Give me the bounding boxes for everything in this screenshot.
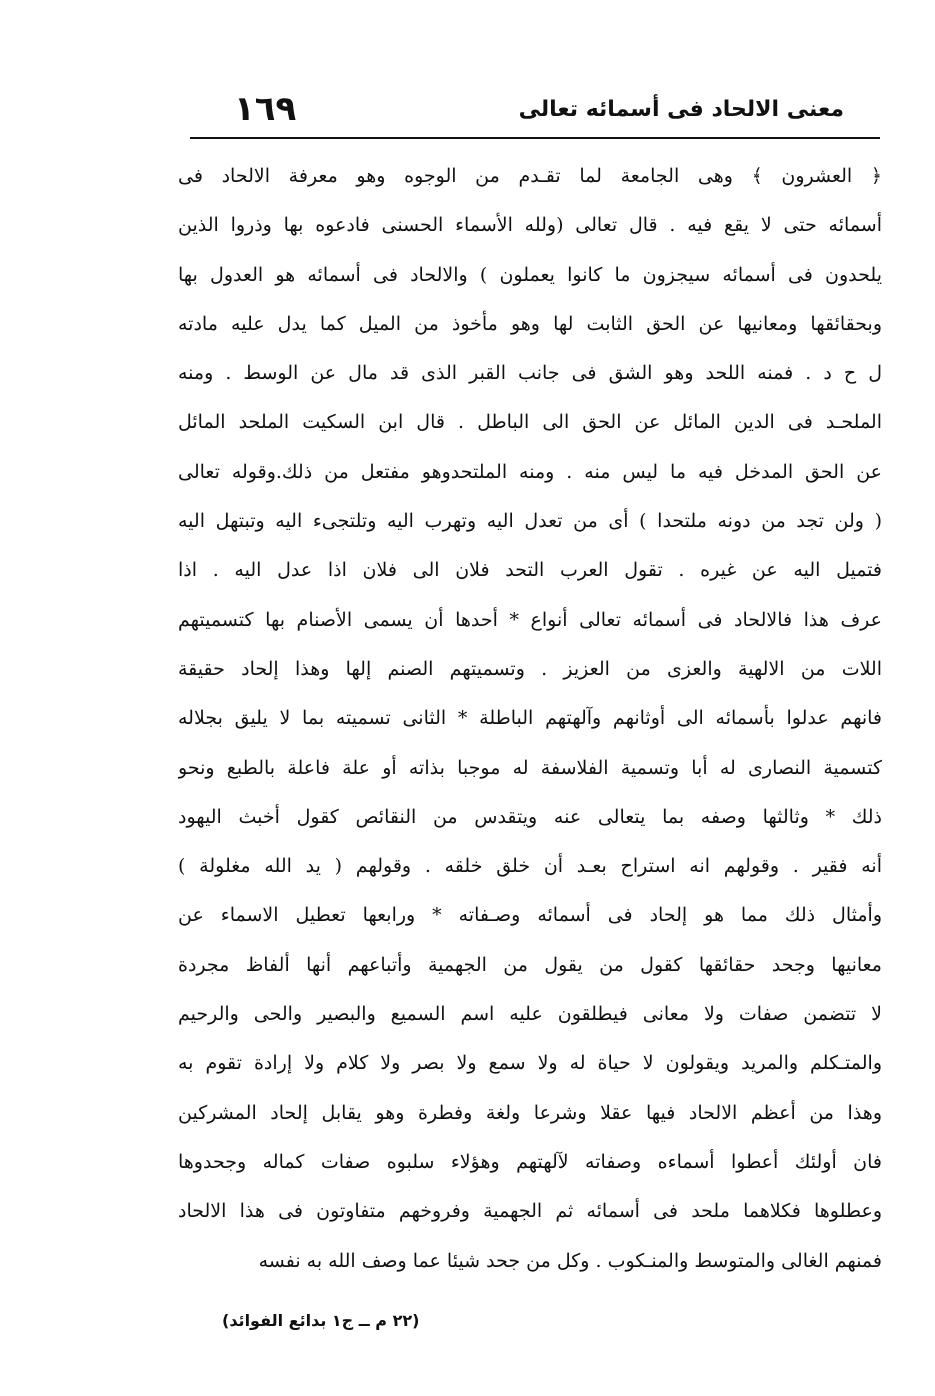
- text-line: الملحـد فى الدين المائل عن الحق الى الباطل . قال ابن السكيت الملحد المائل: [178, 411, 882, 434]
- text-line: وبحقائقها ومعانيها عن الحق الثابت لها وهو مأخوذ من الميل كما يدل عليه مادته: [178, 312, 882, 335]
- text-line: عرف هذا فالالحاد فى أسمائه تعالى أنواع * أحدها أن يسمى الأصنام بها كتسميتهم: [178, 608, 882, 631]
- text-line: فانهم عدلوا بأسمائه الى أوثانهم وآلهتهم الباطلة * الثانى تسميته بما لا يليق بجلاله: [178, 707, 882, 730]
- running-title: معنى الالحاد فى أسمائه تعالى: [518, 97, 844, 122]
- text-line: فان أولئك أعطوا أسماءه وصفاته لآلهتهم وهؤلاء سلبوه صفات كماله وجحدوها: [178, 1150, 882, 1173]
- text-line: والمتـكلم والمريد ويقولون لا حياة له ولا سمع ولا بصر ولا كلام ولا إرادة تقوم به: [178, 1052, 882, 1075]
- text-line: عن الحق المدخل فيه ما ليس منه . ومنه الملتحدوهو مفتعل من ذلك.وقوله تعالى: [178, 460, 882, 483]
- text-line: أنه فقير . وقولهم انه استراح بعـد أن خلق خلقه . وقولهم ( يد الله مغلولة ): [178, 855, 882, 878]
- body-text: [178, 152, 882, 1286]
- text-line: لا تتضمن صفات ولا معانى فيطلقون عليه اسم السميع والبصير والحى والرحيم: [178, 1003, 882, 1026]
- text-line: ( ولن تجد من دونه ملتحدا ) أى من تعدل اليه وتهرب اليه وتلتجىء اليه وتبتهل اليه: [178, 510, 882, 533]
- text-line: كتسمية النصارى له أبا وتسمية الفلاسفة له موجبا بذاته أو علة فاعلة بالطبع ونحو: [178, 756, 882, 779]
- page-number: ١٦٩: [234, 89, 297, 129]
- text-line: ذلك * وثالثها وصفه بما يتعالى عنه ويتقدس من النقائص كقول أخبث اليهود: [178, 805, 882, 828]
- text-line: أسمائه حتى لا يقع فيه . قال تعالى (ولله الأسماء الحسنى فادعوه بها وذروا الذين: [178, 214, 882, 237]
- text-line: فمنهم الغالى والمتوسط والمنـكوب . وكل من جحد شيئا عما وصف الله به نفسه: [258, 1249, 882, 1272]
- text-line: ل ح د . فمنه اللحد وهو الشق فى جانب القبر الذى قد مال عن الوسط . ومنه: [178, 362, 882, 385]
- text-line: وهذا من أعظم الالحاد فيها عقلا وشرعا ولغة وفطرة وهو يقابل إلحاد المشركين: [178, 1101, 882, 1124]
- text-line: يلحدون فى أسمائه سيجزون ما كانوا يعملون ) والالحاد فى أسمائه هو العدول بها: [178, 263, 882, 286]
- text-line: وأمثال ذلك مما هو إلحاد فى أسمائه وصـفاته * ورابعها تعطيل الاسماء عن: [178, 904, 882, 927]
- text-line: اللات من الالهية والعزى من العزيز . وتسميتهم الصنم إلها وهذا إلحاد حقيقة: [178, 657, 882, 680]
- text-line: فتميل اليه عن غيره . تقول العرب التحد فلان الى فلان اذا عدل اليه . اذا: [178, 559, 882, 582]
- text-line: وعطلوها فكلاهما ملحد فى أسمائه ثم الجهمية وفروخهم متفاوتون فى هذا الالحاد: [178, 1200, 882, 1223]
- text-line: معانيها وجحد حقائقها كقول من يقول من الجهمية وأتباعهم أنها ألفاظ مجردة: [178, 953, 882, 976]
- header-rule: [190, 137, 880, 139]
- page-header: [190, 86, 880, 136]
- printer-signature: (٢٢ م ــ ج١ بدائع الفوائد): [222, 1311, 420, 1330]
- text-line: ﴿ العشرون ﴾ وهى الجامعة لما تقـدم من الوجوه وهو معرفة الالحاد فى: [178, 165, 882, 187]
